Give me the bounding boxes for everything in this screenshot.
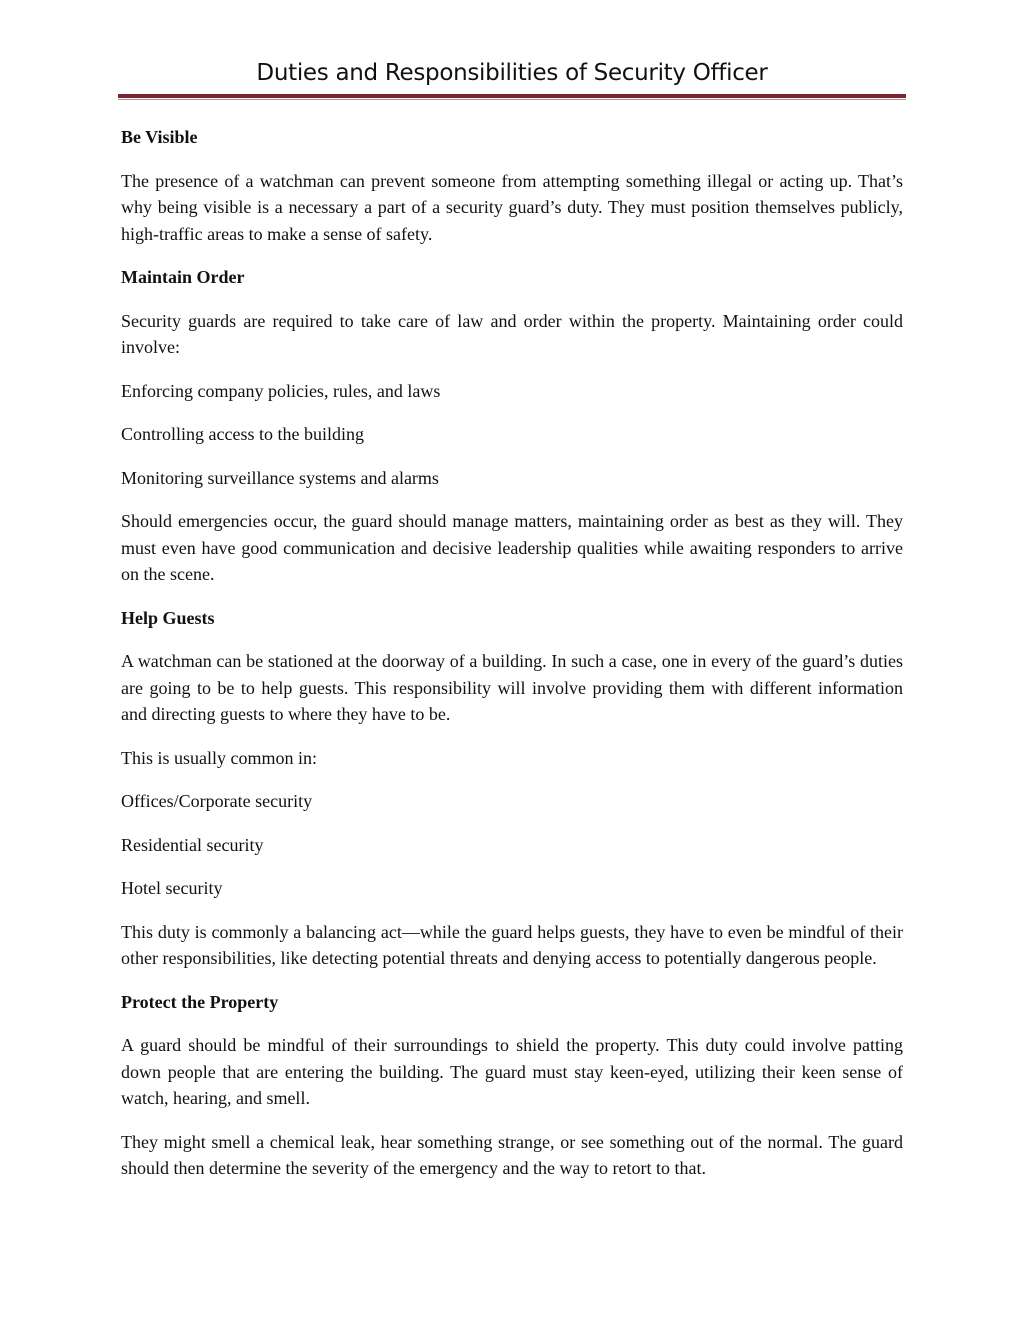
list-item: Enforcing company policies, rules, and laws [121,380,441,401]
list-item: Controlling access to the building [121,424,364,444]
section-maintain-order [121,264,903,588]
list-item: Offices/Corporate security [121,791,313,811]
body-paragraph: The presence of a watchman can prevent someone from attempting something illegal or acting up. That’s why being visible is a necessary a part of a security guard’s duty. They must position themselves publicly, high-traffic areas to make a sense of safety. [121,170,903,244]
section-heading: Be Visible [121,127,198,147]
section-heading: Protect the Property [121,991,279,1012]
section-heading: Maintain Order [121,267,245,287]
list-item: Residential security [121,834,264,855]
document-header-title: Duties and Responsibilities of Security Officer [256,60,768,86]
document-body [121,124,903,1182]
body-paragraph: This is usually common in: [121,747,317,768]
body-paragraph: This duty is commonly a balancing act—while the guard helps guests, they have to even be mindful of their other responsibilities, like detecting potential threats and denying access to potentially dangerous people. [121,921,903,968]
list-item: Monitoring surveillance systems and alarms [121,467,439,488]
section-protect-the-property [121,989,903,1182]
body-paragraph: A watchman can be stationed at the doorway of a building. In such a case, one in every of the guard’s duties are going to be to help guests. This responsibility will involve providing them with different information and directing guests to where they have to be. [121,651,903,724]
section-be-visible [121,124,903,247]
section-help-guests [121,605,903,972]
header-rule-thin [118,99,906,100]
body-paragraph: Should emergencies occur, the guard should manage matters, maintaining order as best as they will. They must even have good communication and decisive leadership qualities while awaiting responders to arrive on the scene. [121,511,903,584]
list-item: Hotel security [121,878,223,898]
body-paragraph: Security guards are required to take care of law and order within the property. Maintaining order could involve: [121,310,903,357]
body-paragraph: A guard should be mindful of their surroundings to shield the property. This duty could involve patting down people that are entering the building. The guard must stay keen-eyed, utilizing their keen sense of watch, hearing, and smell. [121,1035,903,1108]
body-paragraph: They might smell a chemical leak, hear something strange, or see something out of the normal. The guard should then determine the severity of the emergency and the way to retort to that. [121,1131,903,1178]
section-heading: Help Guests [121,607,215,628]
header-rule-thick [118,94,906,98]
